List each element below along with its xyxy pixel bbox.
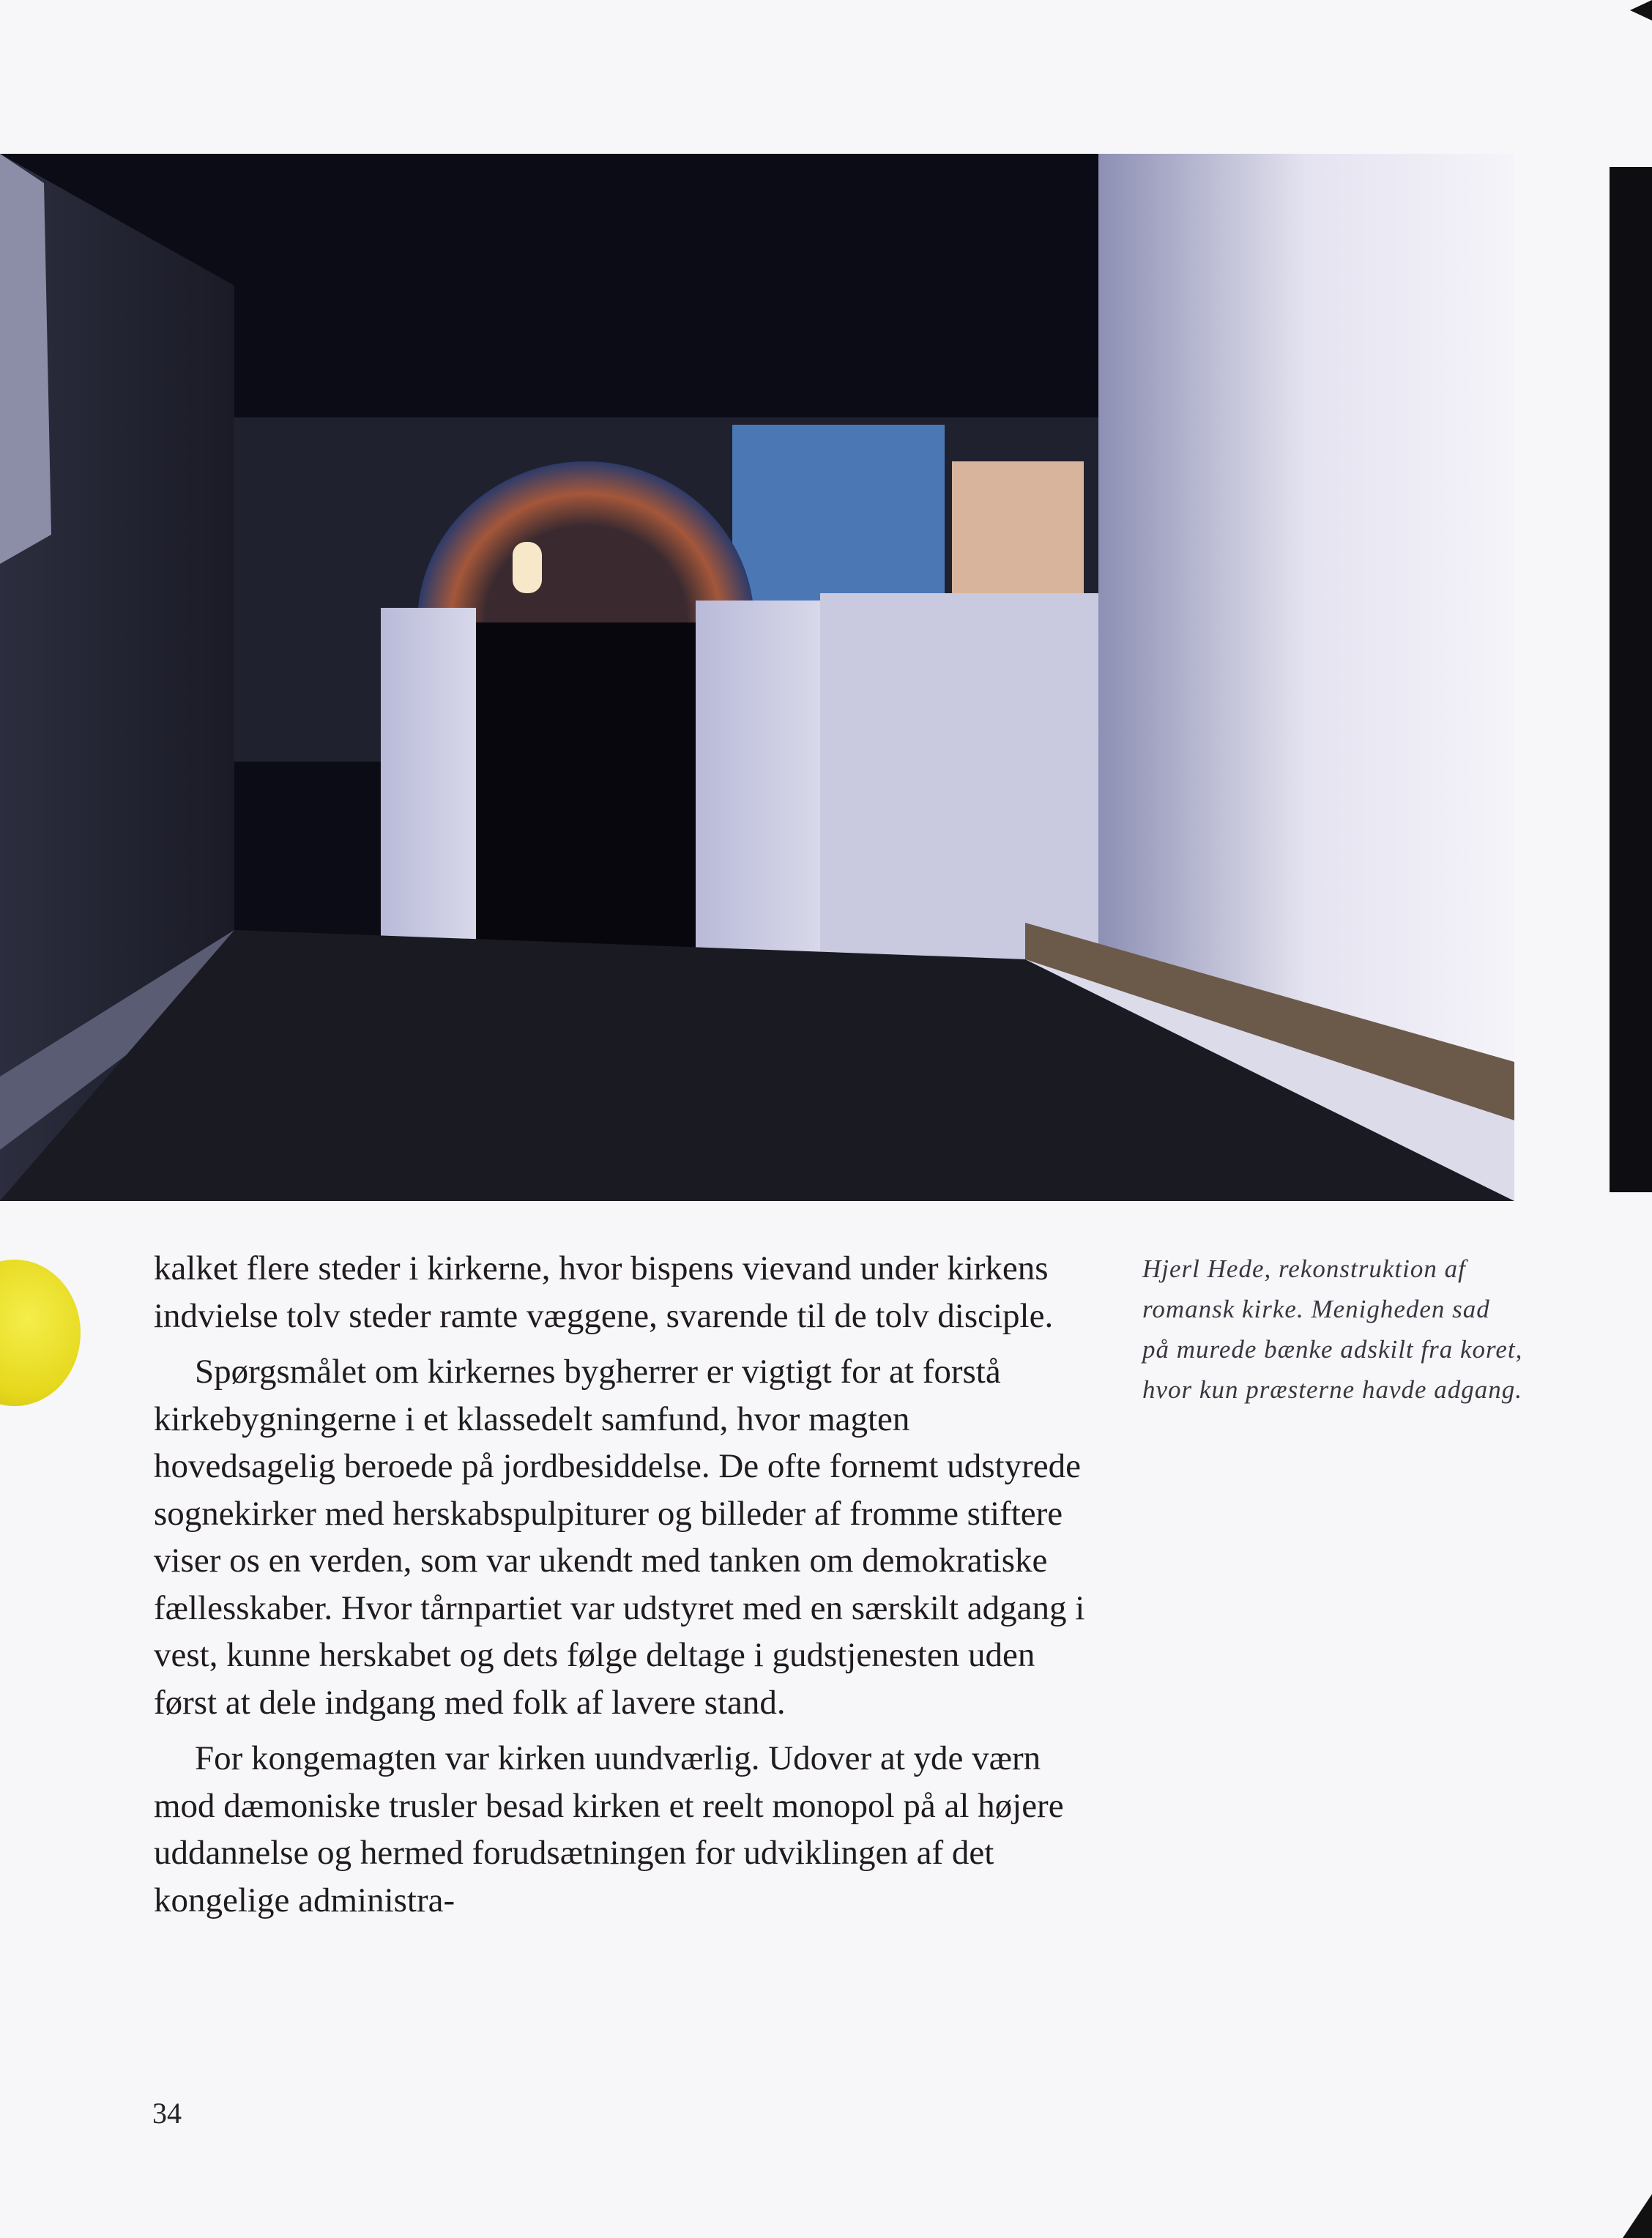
page-number: 34 (152, 2097, 182, 2130)
church-interior-photo (0, 154, 1514, 1201)
corner-mark-bottom (1623, 2194, 1652, 2238)
photo-caption: Hjerl Hede, rekonstruktion af romansk kirke. Menigheden sad på murede bænke adskilt fra koret, hvor kun præsterne havde adgang. (1142, 1254, 1523, 1404)
adjacent-page-edge (1610, 167, 1652, 1192)
paragraph-2: Spørgsmålet om kirkernes bygherrer er vigtigt for at forstå kirkebygningerne i et klassedelt samfund, hvor magten hovedsagelig beroede på jordbesiddelse. De ofte fornemt udstyrede sognekirker med herskabspulpiturer og billeder af fromme stiftere viser os en verden, som var ukendt med tanken om demokratiske fællesskaber. Hvor tårnpartiet var udstyret med en særskilt adgang i vest, kunne herskabet og dets følge deltage i gudstjenesten uden først at dele indgang med folk af lavere stand. (154, 1353, 1085, 1722)
paragraph-3: For kongemagten var kirken uundværlig. Udover at yde værn mod dæmoniske trusler besad kirken et reelt monopol på al højere uddannelse og hermed forudsætningen for udviklingen af det kongelige administra- (154, 1739, 1064, 1919)
corner-mark (1630, 0, 1652, 21)
church-interior-illustration (0, 154, 1514, 1201)
yellow-sticker (0, 1260, 81, 1406)
paragraph-1: kalket flere steder i kirkerne, hvor bispens vievand under kirkens indvielse tolv steder ramte væggene, svarende til de tolv disciple. (154, 1249, 1054, 1335)
body-text (154, 1245, 1098, 1924)
